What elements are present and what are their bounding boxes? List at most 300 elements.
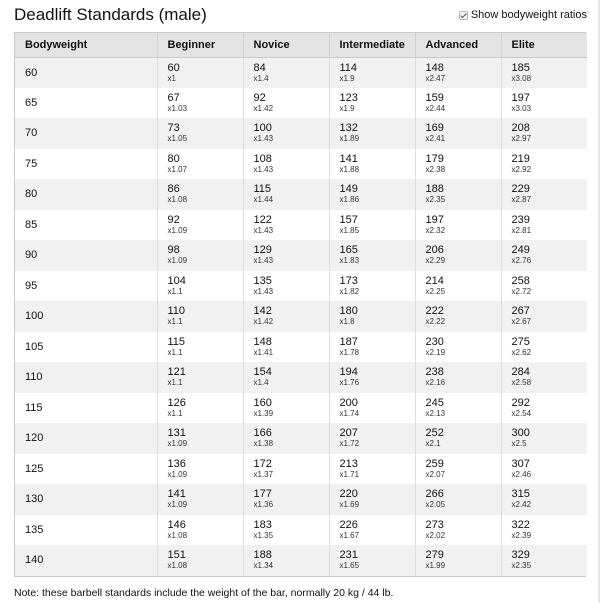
lift-value: 249 [511,244,530,257]
bodyweight-ratio: x1.39 [253,408,274,418]
standard-cell [501,545,587,576]
table-row [15,88,587,119]
table-row [15,271,587,302]
bodyweight-ratio: x1.09 [167,256,188,266]
column-header: Novice [243,33,329,57]
bodyweight-ratio: x2.72 [511,286,532,296]
standard-cell [329,332,415,363]
table-row [15,179,587,210]
standard-cell [243,240,329,271]
standard-cell [415,271,501,302]
bodyweight-ratio: x1.09 [167,469,188,479]
table-row [15,210,587,241]
bodyweight-ratio: x2.44 [425,103,446,113]
bodyweight-ratio: x1.43 [253,134,274,144]
bodyweight-ratio: x1.09 [167,225,188,235]
lift-value: 92 [167,213,180,226]
standard-cell [157,179,243,210]
standard-cell [329,240,415,271]
standard-cell [243,88,329,119]
bodyweight-ratio: x2.97 [511,134,532,144]
standard-cell [329,118,415,149]
standard-cell [329,179,415,210]
standard-cell [157,454,243,485]
lift-value: 206 [425,244,444,257]
lift-value: 300 [511,427,530,440]
bodyweight-ratio: x2.47 [425,73,446,83]
bodyweight-ratio: x2.35 [511,561,532,571]
standard-cell [501,88,587,119]
lift-value: 132 [339,122,358,135]
standard-cell [415,545,501,576]
table-row [15,240,587,271]
standard-cell [329,423,415,454]
standard-cell [157,484,243,515]
bodyweight-ratio: x2.16 [425,378,446,388]
standard-cell [415,88,501,119]
bodyweight-ratio: x2.42 [511,500,532,510]
lift-value: 188 [253,549,272,562]
standard-cell [157,240,243,271]
bodyweight-ratio: x1.86 [339,195,360,205]
bodyweight-ratio: x1.76 [339,378,360,388]
lift-value: 110 [167,305,186,318]
standard-cell [415,332,501,363]
standard-cell [501,515,587,546]
bodyweight-ratio: x2.92 [511,164,532,174]
bodyweight-ratio: x1.74 [339,408,360,418]
lift-value: 273 [425,518,444,531]
lift-value: 86 [167,183,180,196]
lift-value: 238 [425,366,444,379]
bodyweight-cell: 105 [15,332,157,363]
bodyweight-ratio: x1.99 [425,561,446,571]
standard-cell [329,454,415,485]
standard-cell [243,118,329,149]
bodyweight-cell: 125 [15,454,157,485]
bodyweight-ratio: x2.07 [425,469,446,479]
standard-cell [243,210,329,241]
table-row [15,515,587,546]
bodyweight-ratio: x1.05 [167,134,188,144]
bodyweight-ratio: x1.9 [339,103,355,113]
lift-value: 267 [511,305,530,318]
lift-value: 172 [253,457,272,470]
bodyweight-ratio: x2.19 [425,347,446,357]
lift-value: 213 [339,457,358,470]
column-header: Intermediate [329,33,415,57]
lift-value: 252 [425,427,444,440]
standard-cell [243,332,329,363]
bodyweight-ratio: x1.78 [339,347,360,357]
lift-value: 259 [425,457,444,470]
bodyweight-ratio: x2.35 [425,195,446,205]
bodyweight-ratio: x1.35 [253,530,274,540]
lift-value: 229 [511,183,530,196]
lift-value: 108 [253,152,272,165]
bodyweight-ratio: x1.89 [339,134,360,144]
standard-cell [157,515,243,546]
bodyweight-ratio: x1.36 [253,500,274,510]
bodyweight-ratio: x1.71 [339,469,360,479]
bodyweight-ratio: x1.1 [167,286,183,296]
bodyweight-ratio: x2.87 [511,195,532,205]
bodyweight-ratio: x1 [167,73,176,83]
table-header-row [15,33,587,57]
bodyweight-ratio: x2.25 [425,286,446,296]
lift-value: 60 [167,61,180,74]
standard-cell [329,393,415,424]
bodyweight-ratios-toggle[interactable] [459,9,587,21]
standard-cell [415,515,501,546]
table-body [15,57,587,576]
standard-cell [329,210,415,241]
standard-cell [329,484,415,515]
bodyweight-ratio: x1.88 [339,164,360,174]
table-row [15,393,587,424]
bodyweight-ratio: x1.07 [167,164,188,174]
lift-value: 194 [339,366,358,379]
footnote: Note: these barbell standards include the weight of the bar, normally 20 kg / 44 lb. [14,587,394,599]
standard-cell [243,393,329,424]
lift-value: 292 [511,396,530,409]
standard-cell [501,393,587,424]
standards-table [14,32,586,577]
standard-cell [243,545,329,576]
standard-cell [415,149,501,180]
standard-cell [243,454,329,485]
lift-value: 187 [339,335,358,348]
bodyweight-ratio: x1.41 [253,347,274,357]
bodyweight-cell: 140 [15,545,157,576]
standard-cell [415,454,501,485]
standard-cell [501,149,587,180]
bodyweight-ratio: x1.1 [167,408,183,418]
standard-cell [415,210,501,241]
lift-value: 142 [253,305,272,318]
standard-cell [157,271,243,302]
bodyweight-ratio: x2.29 [425,256,446,266]
lift-value: 245 [425,396,444,409]
bodyweight-ratio: x1.43 [253,164,274,174]
bodyweight-ratio: x2.05 [425,500,446,510]
bodyweight-ratio: x1.9 [339,73,355,83]
standard-cell [329,271,415,302]
standard-cell [329,362,415,393]
standard-cell [329,515,415,546]
bodyweight-ratio: x1.4 [253,378,269,388]
bodyweight-ratio: x2.41 [425,134,446,144]
bodyweight-cell: 95 [15,271,157,302]
bodyweight-ratio: x1.44 [253,195,274,205]
standard-cell [243,271,329,302]
table-row [15,423,587,454]
lift-value: 179 [425,152,444,165]
standard-cell [501,362,587,393]
lift-value: 322 [511,518,530,531]
bodyweight-ratio: x1.42 [253,317,274,327]
standard-cell [415,118,501,149]
lift-value: 258 [511,274,530,287]
standard-cell [415,393,501,424]
lift-value: 121 [167,366,186,379]
standard-cell [501,301,587,332]
standard-cell [415,423,501,454]
lift-value: 146 [167,518,186,531]
bodyweight-cell: 75 [15,149,157,180]
lift-value: 151 [167,549,186,562]
lift-value: 67 [167,91,180,104]
standard-cell [157,88,243,119]
lift-value: 122 [253,213,272,226]
bodyweight-cell: 115 [15,393,157,424]
lift-value: 177 [253,488,272,501]
bodyweight-ratio: x1.72 [339,439,360,449]
lift-value: 84 [253,61,266,74]
lift-value: 180 [339,305,358,318]
column-header: Bodyweight [15,33,157,57]
bodyweight-ratio: x1.67 [339,530,360,540]
bodyweight-cell: 135 [15,515,157,546]
standard-cell [329,545,415,576]
lift-value: 166 [253,427,272,440]
standard-cell [243,179,329,210]
lift-value: 126 [167,396,186,409]
table-row [15,118,587,149]
lift-value: 129 [253,244,272,257]
bodyweight-ratio: x2.02 [425,530,446,540]
table-row [15,57,587,88]
bodyweight-ratio: x1.34 [253,561,274,571]
table-row [15,484,587,515]
lift-value: 231 [339,549,358,562]
lift-value: 115 [167,335,186,348]
header [0,0,600,30]
lift-value: 157 [339,213,358,226]
lift-value: 222 [425,305,444,318]
bodyweight-cell: 90 [15,240,157,271]
lift-value: 104 [167,274,186,287]
table-row [15,362,587,393]
table-row [15,149,587,180]
table-row [15,454,587,485]
standard-cell [243,423,329,454]
column-header: Advanced [415,33,501,57]
column-header: Beginner [157,33,243,57]
standard-cell [157,362,243,393]
standard-cell [329,149,415,180]
bodyweight-ratio: x2.67 [511,317,532,327]
bodyweight-ratio: x1.4 [253,73,269,83]
standard-cell [329,301,415,332]
lift-value: 183 [253,518,272,531]
lift-value: 154 [253,366,272,379]
table-row [15,301,587,332]
standard-cell [501,179,587,210]
lift-value: 185 [511,61,530,74]
lift-value: 173 [339,274,358,287]
column-header: Elite [501,33,587,57]
standard-cell [501,454,587,485]
bodyweight-ratio: x1.43 [253,256,274,266]
lift-value: 136 [167,457,186,470]
lift-value: 141 [167,488,186,501]
lift-value: 160 [253,396,272,409]
lift-value: 275 [511,335,530,348]
lift-value: 80 [167,152,180,165]
bodyweight-ratio: x1.08 [167,195,188,205]
bodyweight-cell: 80 [15,179,157,210]
standard-cell [329,57,415,88]
lift-value: 197 [425,213,444,226]
bodyweight-ratio: x2.76 [511,256,532,266]
bodyweight-cell: 110 [15,362,157,393]
lift-value: 123 [339,91,358,104]
standard-cell [501,118,587,149]
lift-value: 188 [425,183,444,196]
bodyweight-ratio: x1.69 [339,500,360,510]
bodyweight-cell: 70 [15,118,157,149]
lift-value: 239 [511,213,530,226]
lift-value: 230 [425,335,444,348]
lift-value: 220 [339,488,358,501]
standard-cell [157,57,243,88]
bodyweight-cell: 120 [15,423,157,454]
standard-cell [157,210,243,241]
standard-cell [157,301,243,332]
standard-cell [243,484,329,515]
standard-cell [415,362,501,393]
standard-cell [157,118,243,149]
bodyweight-cell: 130 [15,484,157,515]
bodyweight-ratio: x1.08 [167,530,188,540]
standard-cell [501,57,587,88]
bodyweight-cell: 85 [15,210,157,241]
standard-cell [501,210,587,241]
standard-cell [501,240,587,271]
bodyweight-ratio: x1.82 [339,286,360,296]
bodyweight-ratio: x2.81 [511,225,532,235]
lift-value: 214 [425,274,444,287]
standard-cell [415,57,501,88]
standard-cell [157,393,243,424]
standard-cell [501,423,587,454]
standard-cell [415,240,501,271]
bodyweight-ratio: x1.43 [253,286,274,296]
standard-cell [243,301,329,332]
bodyweight-ratio: x2.32 [425,225,446,235]
lift-value: 98 [167,244,180,257]
bodyweight-ratio: x2.38 [425,164,446,174]
bodyweight-ratio: x2.54 [511,408,532,418]
bodyweight-ratio: x2.39 [511,530,532,540]
lift-value: 200 [339,396,358,409]
lift-value: 131 [167,427,186,440]
bodyweight-ratio: x2.58 [511,378,532,388]
standard-cell [501,484,587,515]
bodyweight-ratio: x1.1 [167,317,183,327]
lift-value: 208 [511,122,530,135]
lift-value: 315 [511,488,530,501]
standard-cell [501,332,587,363]
standard-cell [243,515,329,546]
lift-value: 135 [253,274,272,287]
toggle-label: Show bodyweight ratios [470,9,587,21]
bodyweight-ratio: x1.37 [253,469,274,479]
bodyweight-cell: 100 [15,301,157,332]
bodyweight-ratio: x1.38 [253,439,274,449]
bodyweight-cell: 60 [15,57,157,88]
bodyweight-ratio: x1.65 [339,561,360,571]
bodyweight-ratio: x2.46 [511,469,532,479]
standard-cell [157,149,243,180]
lift-value: 329 [511,549,530,562]
lift-value: 207 [339,427,358,440]
lift-value: 159 [425,91,444,104]
bodyweight-ratio: x1.09 [167,439,188,449]
table-row [15,332,587,363]
standard-cell [157,423,243,454]
bodyweight-ratio: x1.85 [339,225,360,235]
bodyweight-ratio: x3.03 [511,103,532,113]
bodyweight-ratio: x1.03 [167,103,188,113]
lift-value: 284 [511,366,530,379]
lift-value: 266 [425,488,444,501]
standard-cell [415,301,501,332]
standard-cell [157,332,243,363]
standard-cell [243,362,329,393]
standard-cell [415,484,501,515]
bodyweight-ratio: x3.08 [511,73,532,83]
bodyweight-ratio: x1.1 [167,347,183,357]
lift-value: 219 [511,152,530,165]
standard-cell [329,88,415,119]
lift-value: 165 [339,244,358,257]
lift-value: 114 [339,61,358,74]
standard-cell [243,149,329,180]
bodyweight-ratio: x2.5 [511,439,527,449]
table-row [15,545,587,576]
lift-value: 73 [167,122,180,135]
lift-value: 148 [425,61,444,74]
bodyweight-ratio: x1.43 [253,225,274,235]
bodyweight-ratio: x2.13 [425,408,446,418]
bodyweight-ratio: x1.83 [339,256,360,266]
lift-value: 279 [425,549,444,562]
lift-value: 141 [339,152,358,165]
lift-value: 100 [253,122,272,135]
lift-value: 226 [339,518,358,531]
bodyweight-ratio: x2.1 [425,439,441,449]
lift-value: 307 [511,457,530,470]
bodyweight-ratio: x1.09 [167,500,188,510]
lift-value: 149 [339,183,358,196]
standard-cell [415,179,501,210]
page-title: Deadlift Standards (male) [14,5,207,24]
bodyweight-ratio: x2.62 [511,347,532,357]
lift-value: 92 [253,91,266,104]
bodyweight-ratio: x1.1 [167,378,183,388]
standard-cell [157,545,243,576]
lift-value: 197 [511,91,530,104]
standard-cell [243,57,329,88]
bodyweight-ratio: x1.08 [167,561,188,571]
checkbox-icon[interactable] [459,11,468,20]
standard-cell [501,271,587,302]
lift-value: 115 [253,183,272,196]
bodyweight-ratio: x1.42 [253,103,274,113]
lift-value: 169 [425,122,444,135]
